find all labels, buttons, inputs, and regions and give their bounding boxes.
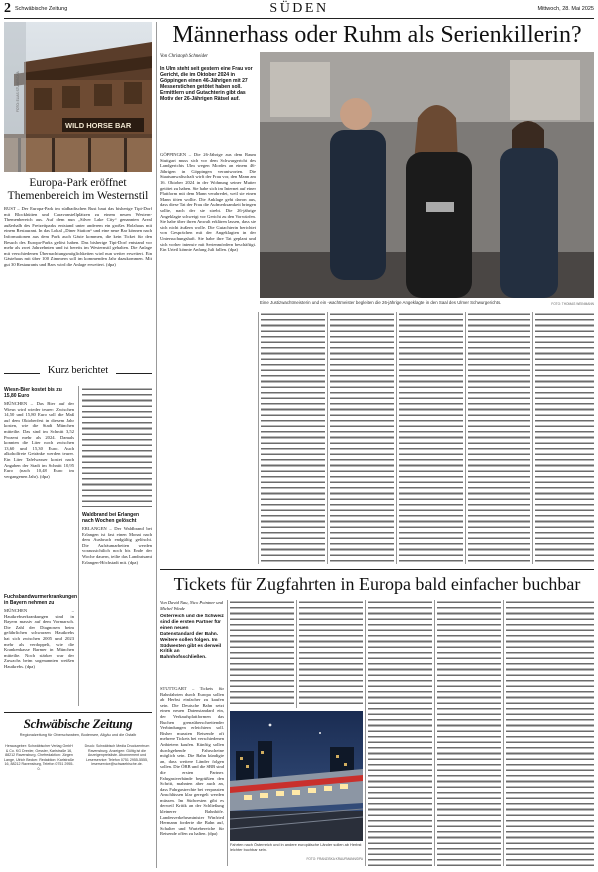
bar-sign-text: WILD HORSE BAR — [65, 121, 132, 130]
lead-col-divider-1 — [258, 312, 259, 564]
main-column-divider — [156, 22, 157, 868]
page-number: 2 — [4, 1, 11, 16]
lead-body-col1: GÖPPINGEN – Die 26-Jährige aus dem Raum Stuttgart muss sich vor dem Schwurgericht des Landgerichts Ulm wegen Mordes an einem 46-Jährigen in Göppingen verantworten. Die Staatsanwaltschaft wirft der Frau vor, den Mann am 16. Oktober 2024 in der Wohnung seiner Mutter getötet zu haben. Sie habe sich im Internet auf einer Plattform mit dem Mann verabredet, weil sie einen Mann töten wollte. Die Anklage geht davon aus, dass diese Tat der Frau die Aufmerksamkeit bringen sollte, nach der sie strebt. Die 26-jährige Angeklagte schweigt vor Gericht zu den Vorwürfen. Sie habe über ihren Anwalt erklären lassen, dass sie sich nicht äußern wolle. Die Gutachterin berichtet von Gesprächen mit der Angeklagten in der Untersuchungshaft. Sie habe ihre Tat geplant und sich vorher intensiv mit Serienmördern beschäftigt. Ein Urteil könnte Anfang Juli fallen. (dpa) — [160, 152, 256, 253]
kurz-column-divider — [78, 386, 79, 706]
lead-col-divider-5 — [532, 312, 533, 564]
saloon-building-image — [4, 22, 152, 172]
tickets-col-divider-1 — [227, 600, 228, 866]
tickets-byline: Von David Nau, Nico Pointner und Michel Winde — [160, 600, 223, 611]
lead-body-col6 — [535, 312, 594, 564]
kurz-item2-head: Fuchsbandwurmerkrankungen in Bayern nehmen zu — [4, 594, 78, 606]
lead-photo-credit: FOTO: THOMAS WEINMANN — [551, 302, 594, 306]
lead-col-divider-3 — [396, 312, 397, 564]
tickets-body-col3 — [299, 600, 363, 708]
kurz-title: Kurz berichtet — [47, 365, 109, 376]
tickets-photo-credit: FOTO: FRANZISKA KRAUFMANN/DPA — [306, 857, 363, 861]
europapark-photo-credit: FOTO: ELIAS STUBER/DPA — [16, 71, 20, 112]
europapark-headline: Europa-Park eröffnet Themenbereich im Westernstil — [7, 177, 149, 202]
lead-col-divider-4 — [465, 312, 466, 564]
kurz-item3-head: Waldbrand bei Erlangen nach Wochen gelöscht — [82, 512, 140, 524]
tickets-photo — [230, 711, 363, 841]
lead-photo — [260, 52, 594, 298]
kurz-col2-continuation — [82, 387, 152, 507]
europapark-body: RUST – Der Europa-Park im südbadischen Rust baut das bisherige Tipi-Dorf mit Blockhütten und Caravanstellplätzen zu einem neuen Western-Themenbereich aus. Auf dem nun „Silver Lake City“ genannten Areal außerhalb des Freizeitparks entstand unter anderem ein großes Holzhaus mit einem Restaurant. In das Lokal „Diner Station“ und eine neue Bar können nach Informationen aus dem Park auch Gäste kommen, die kein Ticket für den Besuch des Europa-Parks gelöst haben. Das bisherige Tipi-Dorf entstand vor mehr als zwei Jahrzehnten und ist bereits im Westernstil gehalten. Die Anlage mit verschiedenen Übernachtungsmöglichkeiten wird nun weiter erweitert. Ein Gästehaus mit über 100 Zimmern soll im kommenden Jahr dazukommen. Mit gut 30 Restaurants und Bars wird die Anlage erweitert. (dpa) — [4, 206, 152, 267]
paper-name: Schwäbische Zeitung — [15, 6, 68, 12]
lead-headline: Männerhass oder Ruhm als Serienkillerin? — [172, 22, 582, 48]
kurz-rule-right — [116, 373, 152, 374]
lead-body-col3 — [330, 312, 394, 564]
tickets-photo-caption: Fahrten nach Österreich und in andere europäische Länder sollen ab Herbst leichter buchbar sein. — [230, 842, 362, 852]
kurz-item1-head: Wiesn-Bier kostet bis zu 15,80 Euro — [4, 387, 62, 399]
night-train-station-image — [230, 711, 363, 841]
tickets-col-divider-4 — [434, 600, 435, 866]
tickets-col-divider-2 — [296, 600, 297, 708]
lead-body-col5 — [468, 312, 530, 564]
kurz-item3-body: ERLANGEN – Der Waldbrand bei Erlangen ist fast einen Monat nach dem Ausbruch endgültig gelöscht. Die Aufräumarbeiten werden voraussichtlich noch bis Ende der Woche dauern, teilte das Landratsamt Erlangen-Höchstadt mit. (dpa) — [82, 526, 152, 565]
tickets-headline: Tickets für Zugfahrten in Europa bald einfacher buchbar — [173, 574, 581, 594]
europapark-photo — [4, 22, 152, 172]
imprint-left: Herausgeber: Schwäbischer Verlag GmbH & Co. KG Drexler, Gessler, Karlstraße 16, 88212 Ravensburg. Chefredaktion: Jürgen Lange, Ulrich Becker. Redaktion: Karlstraße 16, 88212 Ravensburg, Telefon 0751 2955-0. — [4, 744, 74, 771]
tickets-body-col5 — [437, 600, 501, 866]
lead-byline: Von Christoph Schneider — [160, 54, 208, 59]
issue-date: Mittwoch, 28. Mai 2025 — [537, 6, 594, 12]
header-rule — [4, 18, 594, 19]
section-title: SÜDEN — [269, 1, 329, 16]
tickets-col-divider-3 — [365, 600, 366, 866]
imprint-right: Druck: Schwäbisch Media Druckzentrum Ravensburg. Anzeigen: Gültig ist die Anzeigenpreisliste. Abonnement und Leserservice: Telefon 0751 2955-5555, leserservice@schwaebische.de. — [84, 744, 150, 767]
lead-col-divider-2 — [327, 312, 328, 564]
tickets-body-col4 — [368, 600, 432, 866]
lead-photo-caption: Eine Justizwachtmeisterin und ein -wachtmeister begleiten die 26-jährige Angeklagte in den Saal des Ulmer Schwurgerichts. — [260, 300, 502, 305]
courtroom-image — [260, 52, 594, 298]
lead-body-col4 — [399, 312, 463, 564]
kurz-item1-body: MÜNCHEN – Das Bier auf der Wiesn wird wieder teurer: Zwischen 14,50 und 15,80 Euro soll die Maß auf dem Oktoberfest in diesem Jahr kosten, wie die Stadt München mitteilte. Das sind im Schnitt 3,52 Prozent mehr als 2024. Damals konnten die Liter noch zwischen 13,60 und 15,30 Euro. Auch alkoholfreie Getränke werden teurer. Ein Liter Tafelwasser kostet nach Angaben der Stadt im Schnitt 10,95 Euro (nach 10,48 Euro im vergangenen Jahr). (dpa) — [4, 401, 74, 479]
kurz-item2-body: MÜNCHEN – Hautkrebserkrankungen sind in Bayern massiv auf dem Vormarsch. Die Zahl der Diagnosen beim gefährlichen schwarzen Hautkrebs hat sich zwischen 2005 und 2023 mehr als verdoppelt, wie die Krankenkasse Barmer in München mitteilte. Noch stärker war der Zuwachs beim sogenannten weißen Hautkrebs. (dpa) — [4, 608, 74, 669]
section-separator — [160, 569, 594, 570]
imprint-subtitle: Regionalzeitung für Oberschwaben, Bodensee, Allgäu und die Ostalb — [19, 733, 137, 737]
tickets-col-divider-5 — [503, 600, 504, 866]
tickets-body-col2 — [230, 600, 294, 708]
lead-body-col2 — [261, 312, 325, 564]
tickets-body-col6 — [506, 600, 594, 866]
tickets-body-col1: STUTTGART – Tickets für Bahnfahrten durch Europa sollen ab Herbst einfacher zu kaufen sein. Die Deutsche Bahn setzt einen neuen Datenstandard ein, der Verkaufsplattformen das Buchen grenzüberschreitender Verbindungen erleichtern soll. Bisher mussten Reisende oft mehrere Tickets bei verschiedenen Anbietern kaufen. Künftig sollen durchgehende Fahrscheine möglich sein. Die Bahn kündigte an, dass weitere Länder folgen sollen. Die ÖBB und die SBB sind die ersten Partner. Fahrgastverbände begrüßten den Schritt, mahnten aber auch an, dass Fahrgastrechte bei verpassten Anschlüssen klar geregelt werden müssen. Im Südwesten gibt es derweil Kritik an der Schließung kleinerer Bahnhöfe. Landesverkehrsminister Winfried Hermann forderte die Bahn auf, Schalter und Wartebereiche für Reisende offen zu halten. (dpa) — [160, 686, 224, 837]
lead-intro: In Ulm steht seit gestern eine Frau vor Gericht, die im Oktober 2024 in Göppingen einen 46-Jährigen mit 27 Messerstichen getötet haben soll. Ermittlern und Gutachterin gibt das Motiv der 26-Jährigen Rätsel auf. — [160, 66, 253, 103]
imprint-rule — [4, 712, 152, 713]
tickets-intro: Österreich und die Schweiz sind die ersten Partner für einen neuen Datenstandard der Bahn. Weitere sollen folgen. Im Südwesten gibt es derweil Kritik an Bahnhofsschließen. — [160, 614, 224, 661]
imprint-logo: Schwäbische Zeitung — [23, 716, 133, 731]
